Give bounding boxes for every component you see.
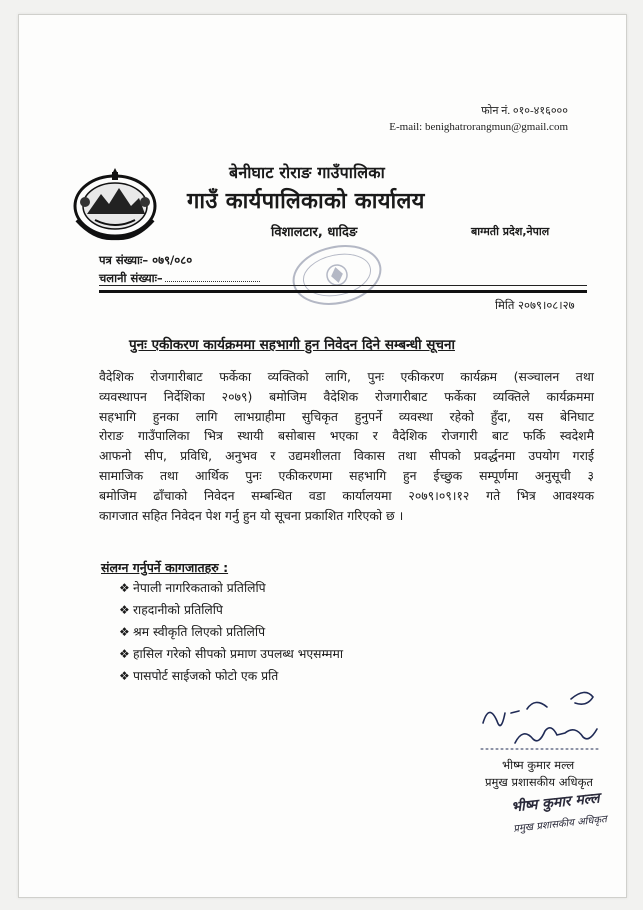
diamond-bullet-icon: ❖ [119,647,130,661]
province-label: बाग्मती प्रदेश,नेपाल [471,225,550,238]
letter-date: मिति २०७९।०८।२७ [495,298,575,312]
list-item-label: हासिल गरेको सीपको प्रमाण उपलब्ध भएसम्ममा [133,647,344,661]
diamond-bullet-icon: ❖ [119,581,130,595]
body-line: रोराङ गाउँपालिका भित्र स्थायी बसोबास भएका र वैदेशिक रोजगारी बाट फर्कि स्वदेशमै [99,428,594,444]
body-line: वैदेशिक रोजगारीबाट फर्केका व्यक्तिको लागि, पुनः एकीकरण कार्यक्रम (सञ्चालन तथा [99,369,594,384]
nepal-emblem-icon [65,162,165,242]
body-line: कागजात सहित निवेदन पेश गर्नु हुन यो सूचना प्रकाशित गरिएको छ । [99,507,404,523]
list-item [119,599,343,621]
list-item-label: पासपोर्ट साईजको फोटो एक प्रति [133,669,279,683]
list-item [119,621,343,643]
diamond-bullet-icon: ❖ [119,625,130,639]
list-item-label: राहदानीको प्रतिलिपि [133,603,223,617]
diamond-bullet-icon: ❖ [119,669,130,683]
letter-page [18,14,627,898]
seal-stamp-name: भीष्म कुमार मल्ल [510,790,601,816]
list-item [119,665,343,687]
signatory-name: भीष्म कुमार मल्ल [502,758,575,772]
dispatch-number-label: चलानी संख्याः– [99,271,163,285]
handwritten-signature [475,683,605,753]
notice-subject: पुनः एकीकरण कार्यक्रममा सहभागी हुन निवेदन दिने सम्बन्धी सूचना [129,337,455,353]
diamond-bullet-icon: ❖ [119,603,130,617]
notice-body [99,367,594,525]
dispatch-number [99,271,260,286]
attachments-list [119,577,343,687]
header-rule-thick [99,290,587,293]
letter-number: पत्र संख्याः– ०७९/०८० [99,253,193,267]
list-item [119,577,343,599]
list-item-label: नेपाली नागरिकताको प्रतिलिपि [133,581,266,595]
body-line: आफनो सीप, प्रविधि, अनुभव र उद्यमशीलता विकास तथा सीपको प्रवर्द्धनमा उपयोग गराई [99,448,594,464]
header-rule-thin [99,285,587,286]
office-stamp [287,235,387,315]
body-line: बमोजिम ढाँचाको निवेदन सम्बन्धित वडा कार्यालयमा २०७९।०९।१२ गते भित्र आवश्यक [99,487,594,503]
email-address: E-mail: benighatrorangmun@gmail.com [389,121,568,133]
office-address: विशालटार, धादिङ [271,225,358,240]
body-line: सामाजिक तथा आर्थिक पुनः एकीकरणमा सहभागि हुन ईच्छुक सम्पूर्णमा अनुसूची ३ [99,467,594,483]
body-line: सहभागि हुनका लागि लाभग्राहीमा सुचिकृत हुनुपर्ने व्यवस्था रहेको हुँदा, यस बेनिघाट [99,408,594,424]
seal-stamp-title: प्रमुख प्रशासकीय अधिकृत [512,814,608,835]
signatory-title: प्रमुख प्रशासकीय अधिकृत [485,775,593,789]
dotted-blank [165,271,260,282]
list-item [119,643,343,665]
organization-name: बेनीघाट रोराङ गाउँपालिका [229,163,385,182]
list-item-label: श्रम स्वीकृति लिएको प्रतिलिपि [133,625,266,639]
attachments-heading: संलग्न गर्नुपर्ने कागजातहरु : [101,560,229,575]
phone-number: फोन नं. ०१०-४१६००० [481,105,568,117]
office-name: गाउँ कार्यपालिकाको कार्यालय [187,189,425,214]
body-line: व्यवस्थापन निर्देशिका २०७९) बमोजिम वैदेशिक रोजगारीबाट फर्केका व्यक्तिले कार्यक्रममा [99,388,594,404]
